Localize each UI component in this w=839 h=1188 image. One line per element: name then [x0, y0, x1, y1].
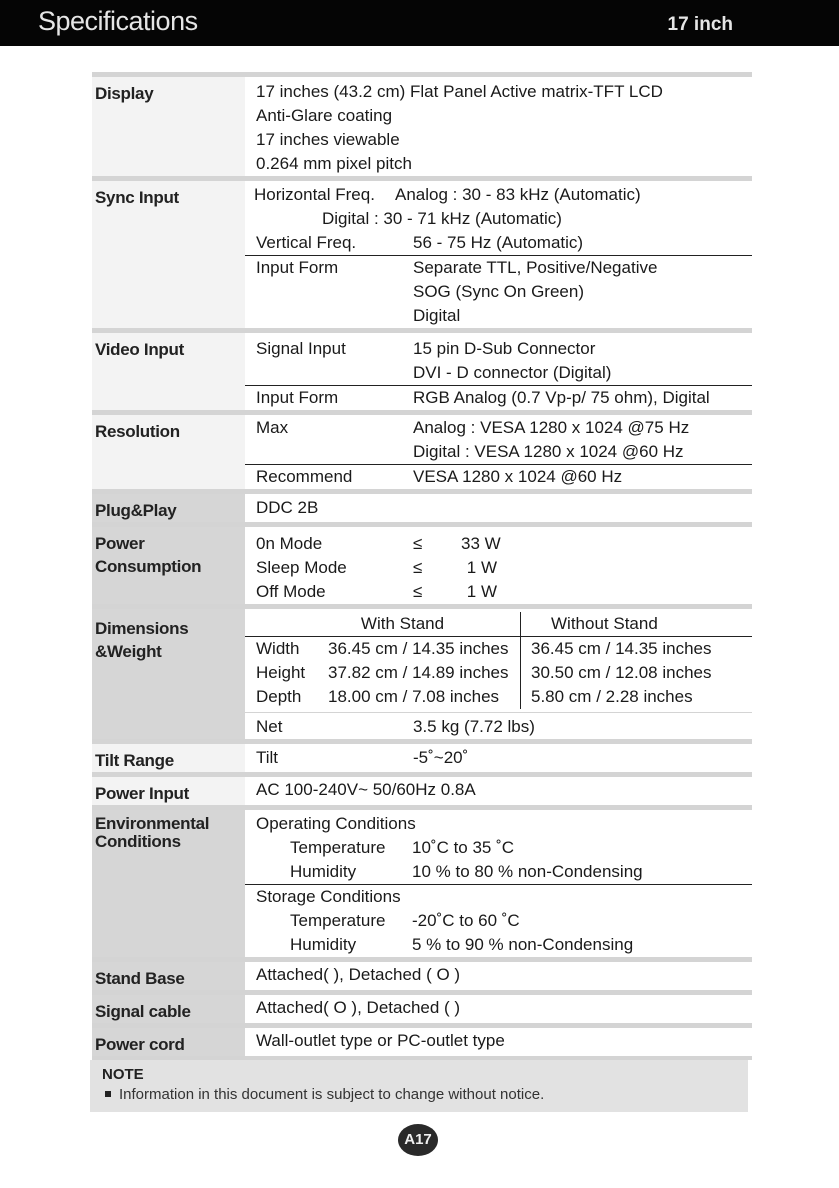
display-line: 17 inches viewable	[256, 130, 400, 149]
label-consumption-line: Consumption	[95, 557, 202, 576]
resolution-max-key: Max	[256, 418, 289, 437]
page-title: Specifications	[38, 6, 198, 36]
power-symbol: ≤	[413, 582, 423, 601]
resolution-max-value: Digital : VESA 1280 x 1024 @60 Hz	[413, 442, 684, 461]
label-video-input: Video Input	[92, 333, 245, 410]
dimension-with-stand: 36.45 cm / 14.35 inches	[328, 639, 509, 658]
row-video-input	[92, 328, 752, 410]
resolution-max-value: Analog : VESA 1280 x 1024 @75 Hz	[413, 418, 690, 437]
dimension-key: Width	[256, 639, 300, 658]
label-weight-line: &Weight	[95, 642, 162, 661]
label-display: Display	[92, 77, 245, 176]
video-form-value: RGB Analog (0.7 Vp-p/ 75 ohm), Digital	[413, 388, 710, 407]
sync-horizontal-digital: Digital : 30 - 71 kHz (Automatic)	[322, 209, 562, 228]
page-number-badge: A17	[398, 1124, 438, 1156]
dimension-row	[245, 685, 520, 709]
header-without-stand: Without Stand	[520, 612, 752, 637]
operating-conditions-title: Operating Conditions	[256, 814, 416, 833]
dimension-key: Depth	[256, 687, 302, 706]
video-signal-value: DVI - D connector (Digital)	[413, 363, 612, 382]
row-environmental-conditions	[92, 805, 752, 957]
label-environmental-conditions	[92, 810, 245, 957]
label-tilt-range: Tilt Range	[92, 744, 245, 772]
net-weight-value: 3.5 kg (7.72 lbs)	[413, 717, 535, 736]
tilt-key: Tilt	[256, 748, 279, 767]
label-stand-base: Stand Base	[92, 962, 245, 990]
storage-humidity-key: Humidity	[290, 935, 357, 954]
sync-horizontal-analog: Analog : 30 - 83 kHz (Automatic)	[395, 185, 641, 204]
dimension-row	[245, 661, 520, 685]
signal-cable-value: Attached( O ), Detached ( )	[256, 998, 461, 1017]
storage-temperature-key: Temperature	[290, 911, 386, 930]
row-dimensions-weight	[92, 604, 752, 739]
display-line: Anti-Glare coating	[256, 106, 393, 125]
row-signal-cable	[92, 990, 752, 1023]
note-box	[90, 1060, 748, 1112]
dimension-with-stand: 18.00 cm / 7.08 inches	[328, 687, 500, 706]
sync-form-value: Digital	[413, 306, 461, 325]
power-cord-value: Wall-outlet type or PC-outlet type	[256, 1031, 505, 1050]
power-mode: 0n Mode	[256, 534, 323, 553]
video-form-key: Input Form	[256, 388, 339, 407]
row-stand-base	[92, 957, 752, 990]
power-value: 1 W	[466, 582, 497, 601]
label-power-input: Power Input	[92, 777, 245, 805]
note-text: Information in this document is subject to change without notice.	[119, 1086, 545, 1103]
power-value: 1 W	[466, 558, 497, 577]
label-resolution: Resolution	[92, 415, 245, 489]
dimension-with-stand: 37.82 cm / 14.89 inches	[328, 663, 509, 682]
header-with-stand: With Stand	[245, 612, 520, 637]
power-symbol: ≤	[413, 534, 423, 553]
row-power-input	[92, 772, 752, 805]
label-conditions-line: Conditions	[95, 832, 181, 851]
label-dimensions-line: Dimensions	[95, 619, 189, 638]
label-power-line: Power	[95, 534, 145, 553]
power-input-value: AC 100-240V~ 50/60Hz 0.8A	[256, 780, 476, 799]
label-plug-play: Plug&Play	[92, 494, 245, 522]
storage-humidity-value: 5 % to 90 % non-Condensing	[412, 935, 634, 954]
label-power-cord: Power cord	[92, 1028, 245, 1056]
net-weight-key: Net	[256, 717, 283, 736]
power-symbol: ≤	[413, 558, 423, 577]
row-display	[92, 72, 752, 176]
plug-play-value: DDC 2B	[256, 498, 319, 517]
video-signal-value: 15 pin D-Sub Connector	[413, 339, 596, 358]
operating-temperature-value: 10˚C to 35 ˚C	[412, 838, 515, 857]
row-power-cord	[92, 1023, 752, 1060]
sync-vertical-key: Vertical Freq.	[256, 233, 357, 252]
bullet-icon	[105, 1091, 111, 1097]
resolution-recommend-value: VESA 1280 x 1024 @60 Hz	[413, 467, 623, 486]
tilt-value: -5˚~20˚	[413, 748, 469, 767]
power-value: 33 W	[461, 534, 501, 553]
storage-conditions-title: Storage Conditions	[256, 887, 401, 906]
note-title: NOTE	[102, 1066, 144, 1083]
row-plug-play	[92, 489, 752, 522]
storage-temperature-value: -20˚C to 60 ˚C	[412, 911, 520, 930]
sync-form-value: Separate TTL, Positive/Negative	[413, 258, 658, 277]
dimension-without-stand: 5.80 cm / 2.28 inches	[520, 685, 752, 709]
operating-humidity-value: 10 % to 80 % non-Condensing	[412, 862, 643, 881]
power-mode: Sleep Mode	[256, 558, 347, 577]
row-resolution	[92, 410, 752, 489]
page-header	[0, 0, 839, 46]
display-line: 0.264 mm pixel pitch	[256, 154, 412, 173]
video-signal-key: Signal Input	[256, 339, 346, 358]
display-line: 17 inches (43.2 cm) Flat Panel Active matrix-TFT LCD	[256, 82, 663, 101]
row-sync-input	[92, 176, 752, 328]
label-dimensions-weight	[92, 609, 245, 739]
dimensions-table	[245, 612, 752, 709]
sync-horizontal-key: Horizontal Freq.	[254, 185, 375, 204]
row-tilt-range	[92, 739, 752, 772]
row-power-consumption	[92, 522, 752, 604]
dimension-without-stand: 36.45 cm / 14.35 inches	[520, 637, 752, 661]
label-power-consumption	[92, 527, 245, 604]
dimension-key: Height	[256, 663, 306, 682]
dimension-without-stand: 30.50 cm / 12.08 inches	[520, 661, 752, 685]
dimension-row	[245, 637, 520, 661]
resolution-recommend-key: Recommend	[256, 467, 353, 486]
operating-temperature-key: Temperature	[290, 838, 386, 857]
stand-base-value: Attached( ), Detached ( O )	[256, 965, 461, 984]
label-environmental-line: Environmental	[95, 814, 210, 833]
sync-vertical-value: 56 - 75 Hz (Automatic)	[413, 233, 584, 252]
label-signal-cable: Signal cable	[92, 995, 245, 1023]
power-mode: Off Mode	[256, 582, 326, 601]
sync-form-key: Input Form	[256, 258, 339, 277]
sync-form-value: SOG (Sync On Green)	[413, 282, 584, 301]
label-sync-input: Sync Input	[92, 181, 245, 328]
operating-humidity-key: Humidity	[290, 862, 357, 881]
model-label: 17 inch	[667, 14, 733, 35]
spec-table	[92, 72, 752, 1060]
